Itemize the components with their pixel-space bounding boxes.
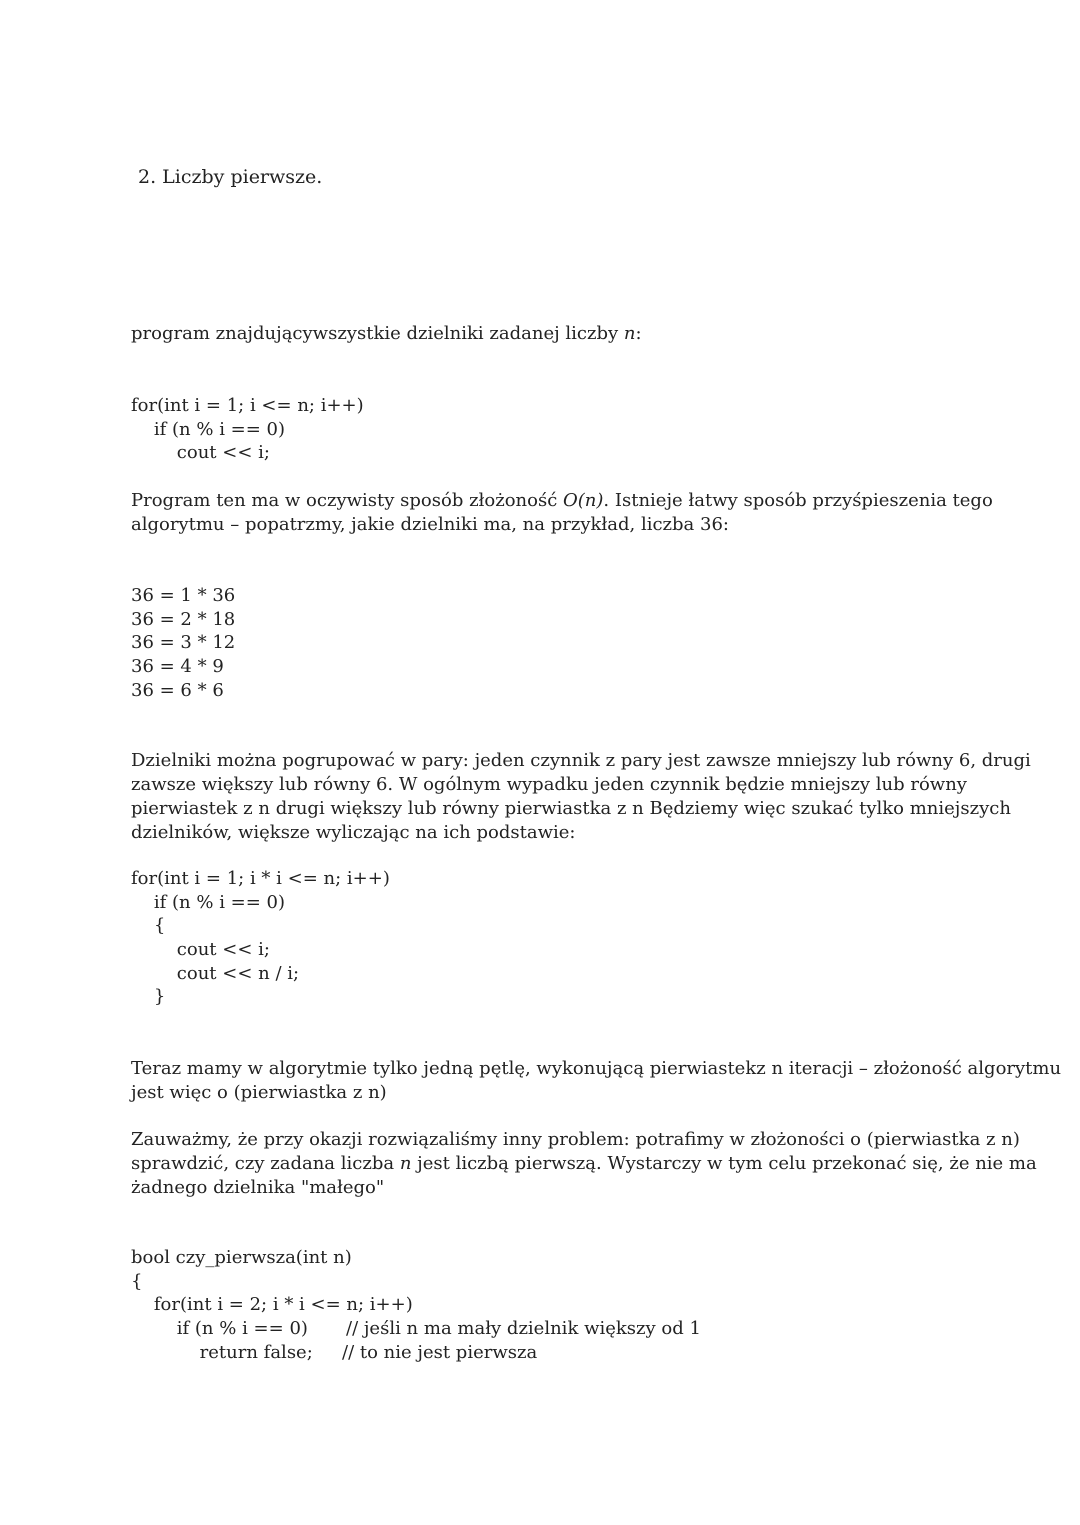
paragraph-line xyxy=(131,489,993,513)
code-line: return false; xyxy=(131,1341,313,1363)
intro-variable: n xyxy=(623,323,636,344)
code-comment: // to nie jest pierwsza xyxy=(342,1342,538,1363)
code-line: } xyxy=(131,986,166,1008)
intro-text: program znajdującywszystkie dzielniki zadanej liczby xyxy=(131,323,624,344)
paragraph-line xyxy=(131,1152,1037,1176)
factor-line: 36 = 1 * 36 xyxy=(131,585,236,606)
code-line: cout << i; xyxy=(131,939,270,961)
paragraph-text: jest liczbą pierwszą. Wystarczy w tym celu przekonać się, że nie ma xyxy=(411,1153,1037,1174)
paragraph-text: . Istnieje łatwy sposób przyśpieszenia tego xyxy=(603,490,993,511)
paragraph-text: sprawdzić, czy zadana liczba xyxy=(131,1153,400,1174)
code-line: if (n % i == 0) xyxy=(131,891,286,913)
code-line: for(int i = 1; i * i <= n; i++) xyxy=(131,868,390,889)
section-heading: 2. Liczby pierwsze. xyxy=(138,166,323,188)
factor-list xyxy=(131,584,235,702)
code-block-sqrt-divisors xyxy=(131,867,390,1009)
paragraph-variable: n xyxy=(399,1153,412,1174)
code-comment: // jeśli n ma mały dzielnik większy od 1 xyxy=(346,1318,701,1339)
paragraph-line: algorytmu – popatrzmy, jakie dzielniki ma, na przykład, liczba 36: xyxy=(131,514,729,535)
factor-line: 36 = 4 * 9 xyxy=(131,656,224,678)
code-line: for(int i = 1; i <= n; i++) xyxy=(131,395,364,416)
factor-line: 36 = 3 * 12 xyxy=(131,632,236,654)
factor-line: 36 = 6 * 6 xyxy=(131,679,224,701)
code-line: for(int i = 2; i * i <= n; i++) xyxy=(131,1294,413,1316)
factor-line: 36 = 2 * 18 xyxy=(131,608,236,630)
complexity-paragraph xyxy=(131,489,993,537)
intro-paragraph xyxy=(131,323,642,344)
code-line: if (n % i == 0) xyxy=(131,418,286,440)
complexity-notation: O(n) xyxy=(563,490,604,511)
paragraph-line: pierwiastek z n drugi większy lub równy pierwiastka z n Będziemy więc szukać tylko mniejszych xyxy=(131,798,1011,819)
paragraph-text: Program ten ma w oczywisty sposób złożoność xyxy=(131,490,564,511)
paragraph-line: zawsze większy lub równy 6. W ogólnym wypadku jeden czynnik będzie mniejszy lub równy xyxy=(131,774,967,795)
paragraph-line: Zauważmy, że przy okazji rozwiązaliśmy inny problem: potrafimy w złożoności o (pierwiastka z n) xyxy=(131,1129,1020,1150)
pairing-paragraph xyxy=(131,749,1031,845)
code-line: cout << n / i; xyxy=(131,962,300,984)
code-line: cout << i; xyxy=(131,442,270,464)
intro-colon: : xyxy=(635,323,642,344)
paragraph-line: żadnego dzielnika "małego" xyxy=(131,1177,385,1198)
paragraph-line: jest więc o (pierwiastka z n) xyxy=(131,1082,387,1103)
code-line: if (n % i == 0) xyxy=(131,1318,308,1340)
paragraph-line: Dzielniki można pogrupować w pary: jeden czynnik z pary jest zawsze mniejszy lub równy 6, drugi xyxy=(131,750,1031,771)
code-line: bool czy_pierwsza(int n) xyxy=(131,1247,352,1268)
code-line: { xyxy=(131,1270,143,1292)
primality-paragraph xyxy=(131,1128,1037,1200)
code-line: { xyxy=(131,915,166,937)
paragraph-line: dzielników, większe wyliczając na ich podstawie: xyxy=(131,822,576,843)
code-block-divisors xyxy=(131,394,364,465)
single-loop-paragraph xyxy=(131,1057,1062,1105)
paragraph-line: Teraz mamy w algorytmie tylko jedną pętlę, wykonującą pierwiastekz n iteracji – złożoność algorytmu xyxy=(131,1058,1062,1079)
